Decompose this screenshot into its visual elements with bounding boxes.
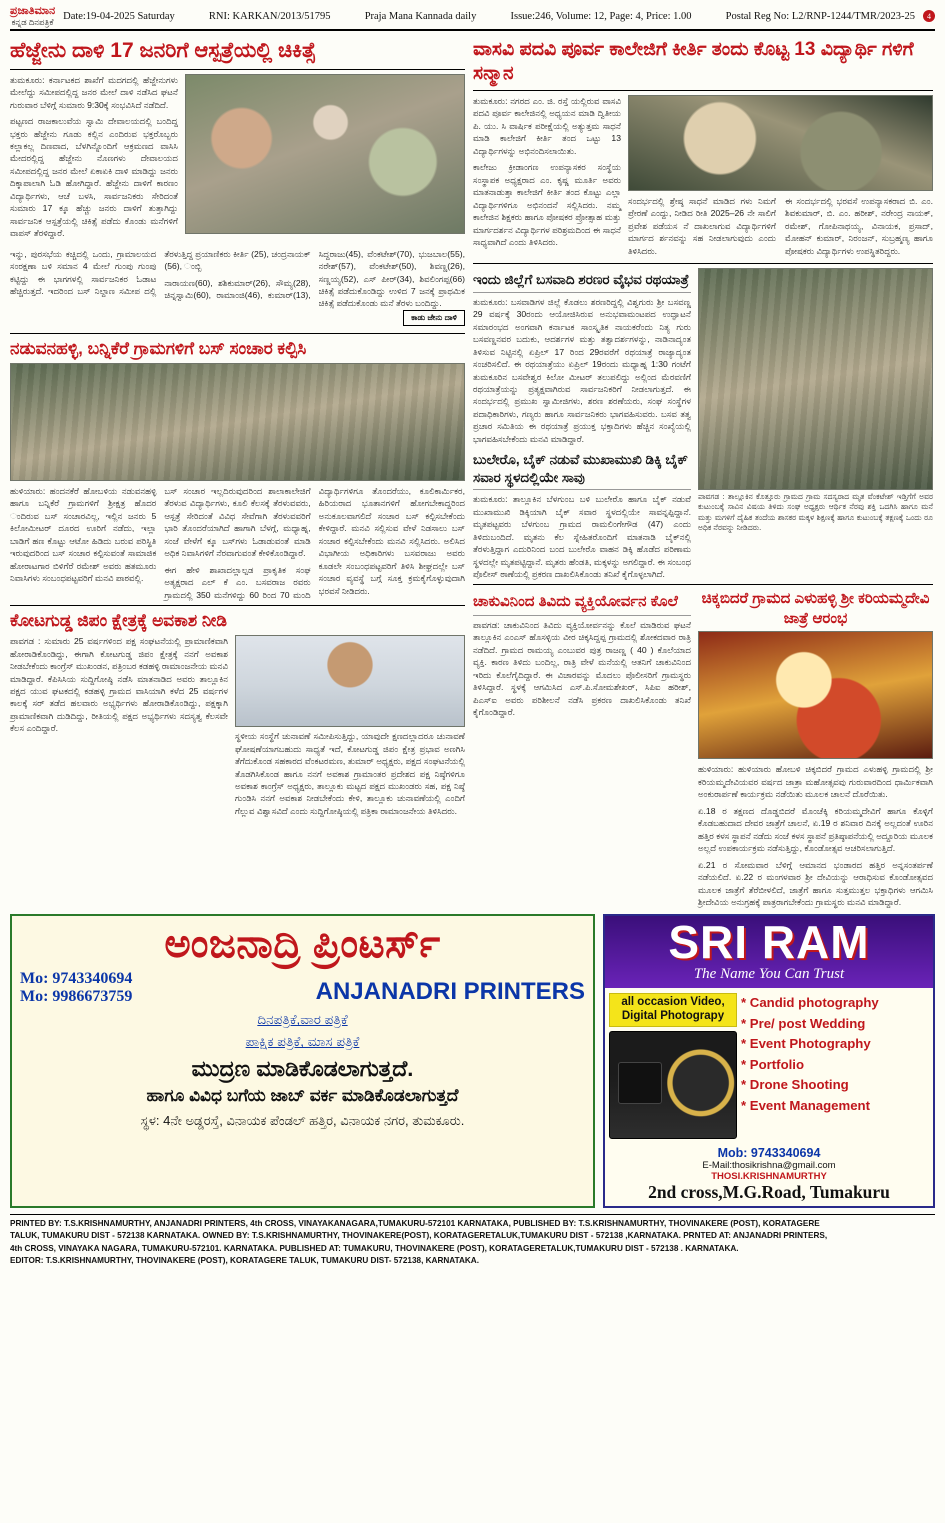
ad-sriram-owner: THOSI.KRISHNAMURTHY	[711, 1171, 827, 1183]
masthead	[10, 6, 935, 31]
article-1-body-cont: ಇನ್ನು, ಪುರಸಭೆಯ ಕಚ್ಚಿದಲ್ಲಿ ಒಂದು, ಗ್ರಾಮಾಲಯದ ಸಂರಕ್ಷಣಾ ಬಳಿ ಸಮಾನ 4 ಮೇಲೆ ಗುಂಪು ಗುಂಪು ಕಟ್ಟಿದ್ದು ಈ ಭಾಗಗಳಲ್ಲಿ ಸಾರ್ವಜನಿಕರ ಓಡಾಟ ಹೆಚ್ಚಿರುತ್ತದೆ. ಇದರಿಂದ ಬಸ್ ನಿಲ್ದಾಣ ಸಮೀಪ ದಲ್ಲಿ ತೆರಳುತ್ತಿದ್ದ ಪ್ರಯಾಣಿಕರು ಕೀರ್ತಿ (25), ಚಂದ್ರನಾಯಕ್ (56), ಂಬ್ಬಿ ನಾರಾಯಣ(60), ಶಶಿಕುಮಾರ್(26), ಸೌಮ್ಯ(28), ಚಿನ್ನಸ್ವಾಮಿ(60), ರಾಮಾಂಜಿ(46), ಕುಮಾರ್(13), ಸಿದ್ದರಾಜು(45), ವೆಂಕಟೇಶ್(70), ಭುಜಬಾಲ(55), ನರೇಶ್(57), ವೆಂಕಟೇಶ್(50), ಶಿವಣ್ಣ(26), ಸಣ್ಣಯ್ಯ(52), ಎಸ್ ಪೀರ್(34), ಶಿವಲಿಂಗಪ್ಪ(66) ಚಿಕಿತ್ಸೆ ಪಡೆದುಕೊಂಡಿದ್ದು ಉಳಿದ 7 ಜನಕ್ಕೆ ಪ್ರಾಥಮಿಕ ಚಿಕಿತ್ಸೆ ಪಡೆದುಕೊಂಡು ಮನೆ ತೆರಳು ಬಂದಿದ್ದು.	[10, 248, 465, 309]
article-3-photo	[10, 363, 465, 481]
article-7-headline: ಕೋಟಗುಡ್ಡ ಜಿಪಂ ಕ್ಷೇತ್ರಕ್ಕೆ ಅವಕಾಶ ನೀಡಿ	[10, 611, 227, 631]
money-photo-caption: ಪಾವಗಡ : ತಾಲ್ಲೂಕಿನ ಕೊತ್ತೂರು ಗ್ರಾಮದ ಗ್ರಾಮ ಸದಸ್ಯರಾದ ಮೃತ ವೆಂಕಟೇಶ್ ಇಡ್ತಿಗೆಗೆ ಅವರ ಕುಟುಂಬಕ್ಕೆ ಸಾವಿನ ವಿಷಯ ತಿಳಿದು ಸಂಘ ಅಧ್ಯಕ್ಷರು ಆರ್ಥಿಕ ನೆರವು ಶಕ್ತಿ ಒದಗಿಸಿ ಹಾಗೂ ಮನೆ ಮತ್ತು ಮಗಳಿಗೆ ದೈಹಿಕ ತಂದೆಯ ಶಾಸಕರ ಮಕ್ಕಳ ಶಿಕ್ಷಣಕ್ಕೆ ಹಾಗೂ ಕುಟುಂಬಕ್ಕೆ ತಕ್ಷಣಕ್ಕೆ ಒಂದು ರೂ ಅಧಿಕ ನೆರವನ್ನು ನೀಡಿದರು.	[698, 492, 933, 532]
article-8-photo	[698, 631, 933, 759]
ad-anjanadri-line-3: ಮುದ್ರಣ ಮಾಡಿಕೊಡಲಾಗುತ್ತದೆ.	[191, 1056, 414, 1082]
article-7-body-left: ಪಾವಗಡ : ಸುಮಾರು 25 ವರ್ಷಗಳಿಂದ ಪಕ್ಷ ಸಂಘಟನೆಯಲ್ಲಿ ಪ್ರಾಮಾಣಿಕವಾಗಿ ಹೋರಾಡಿಕೊಂಡಿದ್ದು, ಈಗಾಗಿ ಕೋಟಗುಡ್ಡ ಜಿಪಂ ಕ್ಷೇತ್ರಕ್ಕೆ ನನಗೆ ಅವಕಾಶ ನೀಡಬೇಕೆಂದು ಕಾಂಗ್ರೆಸ್ ಮುಖಂಡನ, ಪತ್ರಿಂಬರ ಕಡಹಳ್ಳಿ ರಾಮಾಂಜನೇಯ ಮನವಿ ಮಾಡಿದ್ದಾರೆ. ಕೆಪಿಸಿಸಿಯ ಸುದ್ದಿಗೋಷ್ಠಿ ನಡೆಸಿ ಮಾತನಾಡಿದ ಅವರು ತಾಲ್ಲೂಕಿನ ಪಕ್ಷದ ಯುವ ಘಟಕದಲ್ಲಿ ಕಡಹಳ್ಳಿ ಗ್ರಾಮದ ವಾಸಿಯಾಗಿ ಕಳೆದ 25 ವರ್ಷಗಳ ಕಾಲಕ್ಕೆ ಸರ್ ತಡೆದ ಹಲವಾರು ಅಭ್ಯರ್ಥಿಗಳು ಹೋರಾಡಿಕೊಂಡಿದ್ದು, ಪಕ್ಷಕ್ಕಾಗಿ ಪ್ರಾಮಾಣಿಕವಾಗಿ ದುಡಿದಿದ್ದು, ರೀತಿಯಲ್ಲಿ ಪಕ್ಷದ ಅಭ್ಯರ್ಥಿಗಳು ಸದಸ್ಯತ್ವ ಕೆಲಸವೇ ಕೆಲಸ ಎಂದಿದ್ದಾರೆ.	[10, 636, 228, 734]
article-3-body: ಹುಳಿಯಾರು: ಹಂದನಕೆರೆ ಹೋಬಳಿಯ ನಡುವನಹಳ್ಳಿ ಹಾಗೂ ಬನ್ನಿಕೆರೆ ಗ್ರಾಮಗಳಿಗೆ ಶ್ರೀಕ್ಷತ್ರ ಹೊದರ ಂದಿರುವ ಬಸ್ ಸಂಚಾರವಿಲ್ಲ, ಇಲ್ಲಿನ ಜನರು 5 ಕಿಲೋಮೀಟರ್ ದೂರದ ಊರಿಗೆ ನಡೆದು, ಇಲ್ಲಾ ಬಾಡಿಗೆ ಹಣ ಕೊಟ್ಟು ಆಟೋ ಹಿಡಿದು ಬರುವ ಪರಿಸ್ಥಿತಿ ಇರುವುದರಿಂದ ಬಸ್ ಸಂಚಾರ ಕಲ್ಪಿಸುವಂತೆ ಸಾಮಾಜಿಕ ಹೋರಾಟಗಾರ ಬಿಳಿಗೆರೆ ರಮೇಶ್ ಅವರು ಹತಮೂರು ನಿವಾಸಿಗಳು ಸಂಬಂಧಪಟ್ಟವರಿಗೆ ಮನವಿ ಪಾಠವಲ್ಲಿ. ಬಸ್ ಸಂಚಾರ ಇಲ್ಲದಿರುವುದರಿಂದ ಶಾಲಾಕಾಲೇಜಿಗೆ ತೆರಳುವ ವಿದ್ಯಾರ್ಥಿಗಳು, ಕೂಲಿ ಕೆಲಸಕ್ಕೆ ತೆರಳುವವರು, ಆಸ್ಪತ್ರೆ ಸೇರಿದಂತೆ ವಿವಿಧ ಸೇವೆಗಾಗಿ ತೆರಳುವವರಿಗೆ ಭಾರಿ ತೊಂದರೆಯಾಗಿದೆ ಹಾಗಾಗಿ ಬೆಳಗ್ಗೆ, ಮಧ್ಯಾಹ್ನ, ಸಂಜೆ ವೇಳೆಗೆ ಕ್ಕೂ ಬಸ್‌ಗಳು ಓಡಾಡುವಂತೆ ಮಾಡಿ ಅಧಿಕ ನಿವಾಸಿಗಳಿಗೆ ನೆರವಾಗುವಂತೆ ಕೇಳಿಕೊಂಡಿದ್ದಾರೆ. ಈಗ ಹೇಳಿ ಶಾಖಾದಲ್ಲಾಲ್ಪಡ ಪ್ರಾಕೃತಿಕ ಸಂಘ ಅತ್ಯಕ್ಷರಾದ ಎಲ್ ಕೆ ಎಂ. ಬಸವರಾಜ ರವರು ಗ್ರಾಮದಲ್ಲಿ 350 ಮನೆಗಳಿದ್ದು 60 ರಿಂದ 70 ಮಂದಿ ವಿದ್ಯಾರ್ಥಿಗಳಿಗೂ ತೊಂದರೆಯು, ಕೂಲಿಕಾರ್ಮಿಕರ, ಹಿರಿಯರಾದ ಭೂತಾನಗಳಿಗೆ ಹೋಗಬೇಕಾದ್ದರಿಂದ ಅನುಕೂಲವಾಗಲಿದೆ ಸಂಚಾರ ಬಸ್ ಕಲ್ಪಿಸಬೇಕೆಂದು ಕೇಳಿದ್ದಾರೆ. ಮನವಿ ಸಲ್ಲಿಸುವ ವೇಳೆ ನಿಡಸಾಲು ಬಸ್ ಸಂಚಾರ ಕಲ್ಪಿಸಬೇಕೆಂದು ಮನವಿ ಸಲ್ಲಿಸಿದರು. ಅಲಿಸಿದ ವಿಭಾಗೀಯ ಅಧಿಕಾರಿಗಳು ಬಸವರಾಜು ಅವರು ಕೂಡಲೇ ಸಂಬಂಧಪಟ್ಟವರಿಗೆ ತಿಳಿಸಿ ಶೀಘ್ರದಲ್ಲೇ ಬಸ್ ಸಂಚಾರ ವ್ಯವಸ್ಥೆ ಬಗ್ಗೆ ಸೂಕ್ತ ಕ್ರಮಕೈಗೊಳ್ಳುವುದಾಗಿ ಭರವಸೆ ನೀಡಿದರು.	[10, 485, 465, 600]
service-item: * Candid photography	[741, 995, 879, 1011]
ad-anjanadri-title-en: ANJANADRI PRINTERS	[315, 978, 585, 1006]
ad-sriram-email[interactable]: E-Mail:thosikrishna@gmail.com	[702, 1160, 836, 1172]
masthead-logo	[10, 6, 55, 26]
service-item: * Portfolio	[741, 1056, 805, 1072]
masthead-rni: RNI: KARKAN/2013/51795	[208, 10, 331, 22]
masthead-date: Date:19-04-2025 Saturday	[63, 10, 175, 22]
ad-sriram-badge: all occasion Video, Digital Photograpy	[609, 993, 737, 1027]
left-column	[10, 36, 465, 908]
article-8-body: ಹುಳಿಯಾರು: ಹುಳಿಯಾರು ಹೋಬಳಿ ಚಿಕ್ಕಬಿದರೆ ಗ್ರಾಮದ ಎಳುಹಳ್ಳಿ ಗ್ರಾಮದಲ್ಲಿ ಶ್ರೀ ಕರಿಯಮ್ಮದೇವಿಯವರ ವರ್ಷದ ಜಾತ್ರಾ ಮಹೋತ್ಸವವು ಗುರುವಾರದಿಂದ ಧಾರ್ಮಿಕವಾಗಿ ಅಂಕುರಾರ್ಪಣೆ ಕಾರ್ಯಕ್ರಮ ನಡೆಯಿತು ಮೂಲಕ ಚಾಲನೆ ದೊರೆಯಿತು. ಏ.18 ರ ತಕ್ಷಣದ ದೊಡ್ಡಬಿದರೆ ಮೊಂಚೆಕ್ಕಿ ಕರಿಯಮ್ಮದೇವಿಗೆ ಹಾಗೂ ಕೊಳ್ಳಿಗೆ ಕೊಡಬಹುದಾದ ದೇವರ ಜಾತ್ರೆಗೆ ಚಾಲನೆ, ಏ.19 ರ ಶನಿವಾರ ದಿನಕ್ಕೆ ಅಲ್ಲದಂತೆ ಊರಿನ ಹತ್ತಿರ ಕಳಸ ಸ್ಥಾಪನೆ ನಡೆದು ಸಂಜೆ ಕಳಸ ಸ್ಥಾಪನೆ ಪ್ರತಿಷ್ಠಾಪನೆಯಲ್ಲಿ ಅದ್ದೂರಿಯ ಮೂಲಕ ಅಲ್ಲದೆ ಉಪಕಾರ್ಯಕ್ರಮ ನಡೆಸುತ್ತಿದ್ದು, ಕೊಂಡೋತ್ಸವ ಆಚರಿಸಲಾಗುತ್ತಿದೆ. ಏ.21 ರ ಸೋಮವಾರ ಬೆಳಿಗ್ಗೆ ಆಮಾನದ ಭಂಡಾರದ ಹತ್ತಿರ ಅನ್ನಸಂತರ್ಪಣೆ ನಡೆಯಲಿದೆ. ಏ.22 ರ ಮಂಗಳವಾರ ಶ್ರೀ ದೇವಿಯನ್ನು ಆರಾಧಿಸುವ ಕೊಂಡೋತ್ಸವದ ಮೂಲಕ ಜಾತ್ರೆಗೆ ತೆರೆಬೀಳಲಿದೆ, ಜಾತ್ರೆಗೆ ಹಾಗೂ ಸುತ್ತಮುತ್ತಲ ಭಕ್ತಾಧಿಗಳು ಆಗಮಿಸಿ ಶ್ರೀದೇವಿಯ ಅನುಗ್ರಹಕ್ಕೆ ಪಾತ್ರರಾಗಬೇಕೆಂದು ಗ್ರಾಮಸ್ಥರು ಮನವಿ ಮಾಡಿದ್ದಾರೆ.	[698, 764, 933, 908]
article-2-photo	[628, 95, 933, 191]
imprint-footer	[10, 1214, 935, 1267]
article-1-stamp: ಕಾಡು ಜೇನು ದಾಳಿ	[403, 310, 465, 326]
article-1-headline: ಹೆಜ್ಜೇನು ದಾಳಿ 17 ಜನರಿಗೆ ಆಸ್ಪತ್ರೆಯಲ್ಲಿ ಚಿಕಿತ್ಸೆ	[10, 39, 316, 63]
article-3-headline: ನಡುವನಹಳ್ಳಿ, ಬನ್ನಿಕೆರೆ ಗ್ರಾಮಗಳಿಗೆ ಬಸ್ ಸಂಚಾರ ಕಲ್ಪಿಸಿ	[10, 338, 307, 358]
imprint-line-1: PRINTED BY: T.S.KRISHNAMURTHY, ANJANADRI PRINTERS, 4th CROSS, VINAYAKANAGARA,TUMAKURU-572101 KARNATAKA, PUBLISHED BY: T.S.KRISHNAMURTHY, THOVINAKERE (POST), KORATAGERE	[10, 1219, 820, 1229]
article-4-headline: ಇಂದು ಜಿಲ್ಲೆಗೆ ಬಸವಾದಿ ಶರಣರ ವೈಭವ ರಥಯಾತ್ರೆ	[473, 272, 689, 288]
ad-anjanadri-line-4: ಹಾಗೂ ವಿವಿಧ ಬಗೆಯ ಜಾಬ್ ವರ್ಕ ಮಾಡಿಕೊಡಲಾಗುತ್ತದೆ	[146, 1086, 459, 1106]
ad-sri-ram[interactable]	[603, 914, 935, 1208]
ad-sriram-tagline: The Name You Can Trust	[693, 966, 845, 983]
ad-anjanadri-line-2: ಪಾಕ್ಷಿಕ ಪತ್ರಿಕೆ, ಮಾಸ ಪತ್ರಿಕೆ	[245, 1034, 360, 1050]
ad-sriram-brand: SRI RAM	[668, 916, 870, 969]
imprint-line-3: 4th CROSS, VINAYAKA NAGARA, TUMAKURU-572101. KARNATAKA. PUBLISHED AT: TUMAKURU, THOVINAKERE (POST), KORATAGERETALUK,TUMAKURU DIST - 572138 . KARNATAKA.	[10, 1243, 739, 1253]
article-5-headline: ಬುಲೇರೊ, ಬೈಕ್ ನಡುವೆ ಮುಖಾಮುಖಿ ಡಿಕ್ಕಿ ಬೈಕ್ ಸವಾರ ಸ್ಥಳದಲ್ಲಿಯೇ ಸಾವು	[473, 452, 688, 485]
service-item: * Drone Shooting	[741, 1077, 849, 1093]
article-6-body: ಪಾವಗಡ: ಚಾಕುವಿನಿಂದ ತಿವಿದು ವ್ಯಕ್ತಿಯೋರ್ವನನ್ನು ಕೊಲೆ ಮಾಡಿರುವ ಘಟನೆ ತಾಲ್ಲೂಕಿನ ಎಂಎಸ್ ಹೊಸಳ್ಳಿಯ ವೀರ ಚಿಕ್ಕಸಿದ್ದಪ್ಪ ಗ್ರಾಮದಲ್ಲಿ ಶೋಕದವಾರ ರಾತ್ರಿ ನಡೆದಿದೆ. ಗ್ರಾಮದ ರಾಮಯ್ಯ ಎಂಬುವರ ಪುತ್ರ ರಾಜಣ್ಣ ( 40 ) ಕೊಲೆಯಾದ ವ್ಯಕ್ತಿ. ಕಾರಣ ತಿಳಿದು ಬಂದಿಲ್ಲ, ರಾತ್ರಿ ವೇಳೆ ಮನೆಯಲ್ಲಿ ಆತನಿಗೆ ಚಾಕುವಿನಿಂದ ಇರಿದು ಕೊಲೆಗೈದಿದ್ದಾರೆ. ಈ ವಿಚಾರವನ್ನು ಮೊದಲು ಪೊಲೀಸರಿಗೆ ಗ್ರಾಮಸ್ಥರು ತಿಳಿಸಿದ್ದಾರೆ. ಸ್ಥಳಕ್ಕೆ ಆಗಮಿಸಿದ ಎಸ್.ಪಿ.ಸೋಮಶೇಖರ್, ಸಿಪಿಐ ಹರೀಶ್, ಪಿಎಸ್ಐ ಅವರು ಪರಿಶೀಲನೆ ನಡೆಸಿ ಪ್ರಕರಣ ದಾಖಲಿಸಿಕೊಂಡು ತನಿಖೆ ಕೈಗೊಂಡಿದ್ದಾರೆ.	[473, 619, 691, 718]
ad-anjanadri-mobile-1[interactable]: Mo: 9743340694	[20, 970, 133, 988]
imprint-line-2: TALUK, TUMAKURU DIST - 572138 KARNATAKA. OWNED BY: T.S.KRISHNAMURTHY, THOVINAKERE(POST), KORATAGERETALUK,TUMAKURU DIST - 572138 ,KARNATAKA. PRNTED AT: ANJANADRI PRINTERS,	[10, 1231, 828, 1241]
ad-anjanadri-mobile-2[interactable]: Mo: 9986673759	[20, 988, 133, 1006]
article-2-headline: ವಾಸವಿ ಪದವಿ ಪೂರ್ವ ಕಾಲೇಜಿಗೆ ಕೀರ್ತಿ ತಂದು ಕೊಟ್ಟ 13 ವಿದ್ಯಾರ್ಥಿ ಗಳಿಗೆ ಸನ್ಮಾನ	[473, 39, 914, 85]
article-4-photo	[698, 268, 933, 490]
article-4-body: ತುಮಕೂರು: ಬಸವಾಡಿಗಳ ಜಿಲ್ಲೆ ಕೊಡಲು ಶರಣರಿದ್ದಲ್ಲಿ ವಿಶ್ವಗುರು ಶ್ರೀ ಬಸವಣ್ಣ 29 ವರ್ಷಕ್ಕೆ 30ರಂದು ಆಯೋಜಿಸಿರುವ ಅನುಭವಾಮಂಟಪದ ಉದ್ಘಾಟನೆ ಸಮಾರಂಭದ ಅಂಗವಾಗಿ ಕರ್ನಾಟಕ ಸಾಂಸ್ಕೃತಿಕ ನಾಯಕರೆಂದು ನಿತ್ಯ ಗುರು ಬಸವಣ್ಣನವರ ಬದುಕು, ಆದರ್ಶಗಳ ಮತ್ತು ತತ್ವಾದರ್ಶಗಳನ್ನು, ನಾಡಿನಾದ್ಯಂತ ತಿಳಿಸುವ ನಿಟ್ಟಿನಲ್ಲಿ ಏಪ್ರಿಲ್ 17 ರಿಂದ 29ರವರೆಗೆ ರಥಯಾತ್ರೆ ರಾಜ್ಯಾದ್ಯಂತ ಸಂಚರಿಸಲಿದೆ. ಈ ರಥಯಾತ್ರೆಯು ಏಪ್ರಿಲ್ 19ರಂದು ಮಧ್ಯಾಹ್ನ 1:30 ಗಂಟೆಗೆ ತುಮಕೂರಿನ ಬಸವೇಶ್ವರ ಕಿಲೋ ಮೀಟರ್ ತಲುಪಲಿದ್ದು ಅಲ್ಲಿಂದ ಮೆರವಣಿಗೆ ರಥಯಾತ್ರೆಯನ್ನು ಪ್ರತ್ಯಕ್ಷವಾಗಿರುವ ಸಾರ್ವಜನಿಕರಿಗೆ ನೀಡಲಾಗುತ್ತದೆ. ಈ ಸಂದರ್ಭದಲ್ಲಿ ಪ್ರಮುಖ ಸ್ವಾಮೀಜಿಗಳು, ಶರಣ ಶರಣೆಯರು, ಸಂಘ ಸಂಸ್ಥೆಗಳ ಪದಾಧಿಕಾರಿಗಳು, ಗಣ್ಯರು ಹಾಗೂ ಸಾರ್ವಜನಿಕರು ಭಾಗವಹಿಸುವರು. ಬಸವ ತತ್ವ ಪ್ರಚಾರ ಸಮಿತಿಯ ಈ ರಥಯಾತ್ರೆ ಪ್ರಯುಕ್ತ ಭಕ್ತಾದಿಗಳು ಹೆಚ್ಚಿನ ಸಂಖ್ಯೆಯಲ್ಲಿ ಭಾಗವಹಿಸಬೇಕೆಂದು ಮನವಿ ಮಾಡಿದ್ದಾರೆ.	[473, 296, 691, 444]
service-item: * Event Photography	[741, 1036, 871, 1052]
ad-anjanadri-printers[interactable]	[10, 914, 595, 1208]
service-item: * Event Management	[741, 1097, 870, 1113]
masthead-postal: Postal Reg No: L2/RNP-1244/TMR/2023-25	[725, 10, 915, 22]
ad-sriram-mobile[interactable]: Mob: 9743340694	[717, 1146, 821, 1161]
article-5-body: ತುಮಕೂರು: ತಾಲ್ಲೂಕಿನ ಬೆಳಗುಂಬ ಬಳಿ ಬುಲೇರೊ ಹಾಗೂ ಬೈಕ್ ನಡುವೆ ಮುಖಾಮುಖಿ ಡಿಕ್ಕಿಯಾಗಿ ಬೈಕ್ ಸವಾರ ಸ್ಥಳದಲ್ಲಿಯೇ ಸಾವನ್ನಪ್ಪಿದ್ದಾನೆ. ಮೃತಪಟ್ಟವರು ಬೆಳಗುಂಬ ಗ್ರಾಮದ ರಾಮಲಿಂಗೇಗೌಡ (47) ಎಂದು ತಿಳಿದುಬಂದಿದೆ. ಮೃತನು ಕೆಲ ಸ್ನೇಹಿತರೊಂದಿಗೆ ಮಾತನಾಡಿ ಬೈಕ್‌ನಲ್ಲಿ ತೆರಳುತ್ತಿದ್ದಾಗ ಎದುರಿನಿಂದ ಬಂದ ಬುಲೇರೊ ವಾಹನ ಡಿಕ್ಕಿ ಹೊಡೆದ ಪರಿಣಾಮ ಸ್ಥಳದಲ್ಲೇ ಮೃತಪಟ್ಟಿದ್ದಾನೆ. ಮೃತರು ಹೆಂಡತಿ, ಮಕ್ಕಳನ್ನು ಅಗಲಿದ್ದಾರೆ. ಈ ಸಂಬಂಧ ಪೊಲೀಸ್ ಠಾಣೆಯಲ್ಲಿ ಪ್ರಕರಣ ದಾಖಲಿಸಿಕೊಂಡು ತನಿಖೆ ಕೈಗೊಳ್ಳಲಾಗಿದೆ.	[473, 494, 691, 580]
right-column	[473, 36, 933, 908]
ad-anjanadri-title-kn: ಅಂಜನಾದ್ರಿ ಪ್ರಿಂಟರ್ಸ್	[164, 922, 441, 967]
article-2-body-1: ತುಮಕೂರು: ನಗರದ ಎಂ. ಜಿ. ರಸ್ತೆ ಯಲ್ಲಿರುವ ವಾಸವಿ ಪದವಿ ಪೂರ್ವ ಕಾಲೇಜಿನಲ್ಲಿ ಅಧ್ಯಯನ ಮಾಡಿ ದ್ವಿತೀಯ ಪಿ. ಯು. ಸಿ ವಾರ್ಷಿಕ ಪರೀಕ್ಷೆಯಲ್ಲಿ ಅತ್ಯುತ್ತಮ ಸಾಧನೆ ಮಾಡಿ ಕಾಲೇಜಿಗೆ ಕೀರ್ತಿ ತಂದ ಒಟ್ಟು 13 ವಿದ್ಯಾರ್ಥಿಗಳನ್ನು ಅಭಿನಂದಿಸಲಾಯಿತು. ಕಾಲೇಜು ಕ್ರೀಡಾಂಗಣ ಉಪನ್ಯಾಸಕರ ಸಂಸ್ಥೆಯ ಸಂಸ್ಥಾಪಕ ಅಧ್ಯಕ್ಷರಾದ ಎಂ. ಕೃಷ್ಣ ಮೂರ್ತಿ ಅವರು ಮಾತನಾಡುತ್ತಾ ಕಾಲೇಜಿಗೆ ಕೀರ್ತಿ ತಂದ ಕೊಟ್ಟು ಎಲ್ಲಾ ವಿದ್ಯಾರ್ಥಿಗಳಿಗೂ ಅಭಿನಂದನೆ ಸಲ್ಲಿಸಿದರು. ನಮ್ಮ ಕಾಲೇಜಿನ ಶಿಕ್ಷಕರು ಹಾಗೂ ಪೋಷಕರ ಪ್ರೋತ್ಸಾಹ ಮತ್ತು ಮಾರ್ಗದರ್ಶನ ವಿದ್ಯಾರ್ಥಿಗಳ ಪರಿಶ್ರಮದಿಂದ ಈ ಸಾಧನೆ ಸಾಧ್ಯವಾಗಿದೆ ಎಂದು ತಿಳಿಸಿದರು.	[473, 95, 621, 247]
masthead-title-en: Praja Mana Kannada daily	[364, 10, 477, 22]
article-2-body-2: ಸಂದರ್ಭದಲ್ಲಿ ಶ್ರೇಷ್ಠ ಸಾಧನೆ ಮಾಡಿದ ಗಳು ನಿಮಗೆ ಪ್ರೇರಣೆ ಎಂದ್ದು, ನೀಡಿದ ರೀತಿ 2025–26 ನೇ ಸಾಲಿಗೆ ಪ್ರವೇಶ ಪಡೆಯಸ ನೆ ದಾಖಲಾಗುವ ವಿದ್ಯಾರ್ಥಿಗಳಿಗೆ ಮಾರ್ಗದ ರ್ಶನವನ್ನು ಸಹ ನೀಡಲಾಗುವುದು ಎಂದು ತಿಳಿಸಿದರು. ಈ ಸಂದರ್ಭದಲ್ಲಿ ಭರವಸೆ ಉಪನ್ಯಾಸಕರಾದ ಬಿ. ಎಂ. ಶಿವಕುಮಾರ್, ಬಿ. ಎಂ. ಹರೀಶ್, ನರೇಂದ್ರ ನಾಯಕ್, ರಮೇಶ್, ಗೋಪಿನಾಥಯ್ಯ, ವಿನಾಯಕ, ಪ್ರಸಾದ್, ಮೋಹನ್ ಕುಮಾರ್, ನಿರಂಜನ್, ಸುಬ್ರಹ್ಮಣ್ಯ ಹಾಗೂ ಪೋಷಕರು ವಿದ್ಯಾರ್ಥಿಗಳು ಉಪಸ್ಥಿತರಿದ್ದರು.	[628, 195, 933, 256]
page-number-badge: 4	[923, 10, 935, 22]
imprint-line-4: EDITOR: T.S.KRISHNAMURTHY, THOVINAKERE (POST), KORATAGERE TALUK, TUMAKURU DIST- 572138, KARNATAKA.	[10, 1255, 479, 1265]
ad-anjanadri-address: ಸ್ಥಳ: 4ನೇ ಅಡ್ಡರಸ್ತೆ, ವಿನಾಯಕ ಪೆಂಡಲ್ ಹತ್ತಿರ, ವಿನಾಯಕ ನಗರ, ತುಮಕೂರು.	[140, 1113, 465, 1129]
article-8-headline: ಚಿಕ್ಕಬಿದರೆ ಗ್ರಾಮದ ಎಳುಹಳ್ಳಿ ಶ್ರೀ ಕರಿಯಮ್ಮದೇವಿ ಜಾತ್ರೆ ಆರಂಭ	[701, 590, 930, 627]
ad-sriram-address: 2nd cross,M.G.Road, Tumakuru	[648, 1182, 890, 1203]
article-1-photo	[185, 74, 465, 234]
article-7-portrait	[235, 635, 465, 727]
masthead-logo-kn: ಪ್ರಜಾತಿಮಾನ	[10, 5, 56, 17]
camera-icon	[609, 1031, 737, 1139]
masthead-logo-sub: ಕನ್ನಡ ದಿನಪತ್ರಿಕೆ	[11, 16, 54, 27]
masthead-issue: Issue:246, Volume: 12, Page: 4, Price: 1.00	[510, 10, 692, 22]
service-item: * Pre/ post Wedding	[741, 1015, 866, 1031]
article-1-body-left: ತುಮಕೂರು: ಕರ್ನಾಟಕದ ಶಾಖೆಗೆ ಮದಗದಲ್ಲಿ ಹೆಜ್ಜೇನುಗಳು ಮೇಲೆದ್ದು ಸಮೀಪದಲ್ಲಿದ್ದ ಜನರ ಮೇಲೆ ದಾಳಿ ನಡೆಸಿದ ಘಟನೆ ಗುರುವಾರ ಬೆಳಿಗ್ಗೆ ಸುಮಾರು 9:30ಕ್ಕೆ ಸಂಭವಿಸಿದೆ ನಡೆದಿದೆ. ಪಟ್ಟಣದ ರಾಜಕಾಲುವೆಯ ಸ್ವಾಮಿ ದೇವಾಲಯದಲ್ಲಿ ಬಂದಿದ್ದ ಭಕ್ತರು ಹೆಜ್ಜೇನು ಗೂಡು ಕಲ್ಲಿನ ಎಂದಿರುವ ಭಕ್ತರೊಬ್ಬರು ಕಲ್ಲಾಕಲ್ಲ ದಿಣವಾದ, ಬೆಳಗಿನ್ನೊಂದಿಗೆ ಆಕ್ರಮಣದ ವಾಸಿಸಿ ಮೇದರಲ್ಲಿದ್ದ ಹೆಜ್ಜೇನು ನೊಣಗಳು ದೇವಾಲಯದ ಸಮೀಪದಲ್ಲಿದ್ದ ಜನರ ಮೇಲೆ ಏಕಾಏಕಿ ದಾಳಿ ಮಾಡಿದ್ದು ಜನರು ದಿಕ್ಕಾಪಾಲಾಗಿ ಓಡಿ ಹೋಗಿದ್ದಾರೆ. ಹೆಜ್ಜೇನು ದಾಳಿಗೆ ಕಾರಣಂ ವಿದ್ಯಾರ್ಥಿಗಳು, ಆಚೆ ಬಳಸಿ, ಸಾರ್ವಜನಿಕರು ಸೇರಿದಂತೆ ಸುಮಾರು 17 ಕ್ಕೂ ಹೆಚ್ಚು ಜನರು ದಾಳಿಗೆ ತುತ್ತಾಗಿದ್ದು ಸಾರ್ವಜನಿಕ ಆಸ್ಪತ್ರೆಯಲ್ಲಿ ಚಿಕಿತ್ಸೆ ಪಡೆದು ಕೊಂಡು ಮನೆಗಳಿಗೆ ವಾಪಸ್ ತೆರಳಿದ್ದಾರೆ.	[10, 74, 178, 239]
article-6-headline: ಚಾಕುವಿನಿಂದ ತಿವಿದು ವ್ಯಕ್ತಿಯೋರ್ವನ ಕೊಲೆ	[473, 593, 678, 611]
article-7-body-right: ಸ್ಥಳೀಯ ಸಂಸ್ಥೆಗೆ ಚುನಾವಣೆ ಸಮೀಪಿಸುತ್ತಿದ್ದು, ಯಾವುದೇ ಕ್ಷಣದಲ್ಲಾದರೂ ಚುನಾವಣೆ ಘೋಷಣೆಯಾಗಬಹುದು ಸಾಧ್ಯತೆ ಇದೆ, ಕೋಟಗುಡ್ಡ ಜಿಪಂ ಕ್ಷೇತ್ರ ಪ್ರಭಾವ ಅಣಗಿಸಿ ತೆಗೆದುಕೊಂಡ ಸಹಕಾರದ ವೆಂಕಟರಮಣ, ತುಮಾರ್ ಅಧ್ಯಕ್ಷರು, ಪಕ್ಷದ ಸಂಘಟನೆಯಲ್ಲಿ ತೊಡಗಿಸಿಕೊಂಡ ಹಾಗೂ ನನಗೆ ಅವಕಾಶ ಗ್ರಾಮಾಂತರ ಪ್ರದೇಶದ ಪಕ್ಷ ನಿಷ್ಠೆಗಳಿಗೂ ಅವಕಾಶ ಕಾಂಗ್ರೆಸ್ ಅಧ್ಯಕ್ಷರು, ತಾಲ್ಲೂಕು ಮಟ್ಟದ ಪಕ್ಷದ ಮುಖಂಡರು ಸಹ, ಪಕ್ಷ ನಿಷ್ಠೆ ಗುಂಡಿಸಿ ನನಗೆ ಅವಕಾಶ ನೀಡಬೇಕೆಂದು ಕೇಳಿ, ತಾಲ್ಲೂಕು ಚುನಾವಣೆಯಲ್ಲಿ ಎಂದಿಗೆ ಗೆಲ್ಲುವ ವಿಶ್ವಾಸವಿದೆ ಎಂದು ಸುದ್ದಿಗೋಷ್ಠಿಯಲ್ಲಿ ಪತ್ರಿಕಾ ರಾಮಾಂಜನೇಯ ತಿಳಿಸಿದರು.	[235, 731, 465, 816]
ad-sriram-services	[741, 993, 929, 1116]
advertisement-row	[10, 914, 935, 1208]
ad-anjanadri-line-1: ದಿನಪತ್ರಿಕೆ,ವಾರ ಪತ್ರಿಕೆ	[257, 1012, 348, 1028]
